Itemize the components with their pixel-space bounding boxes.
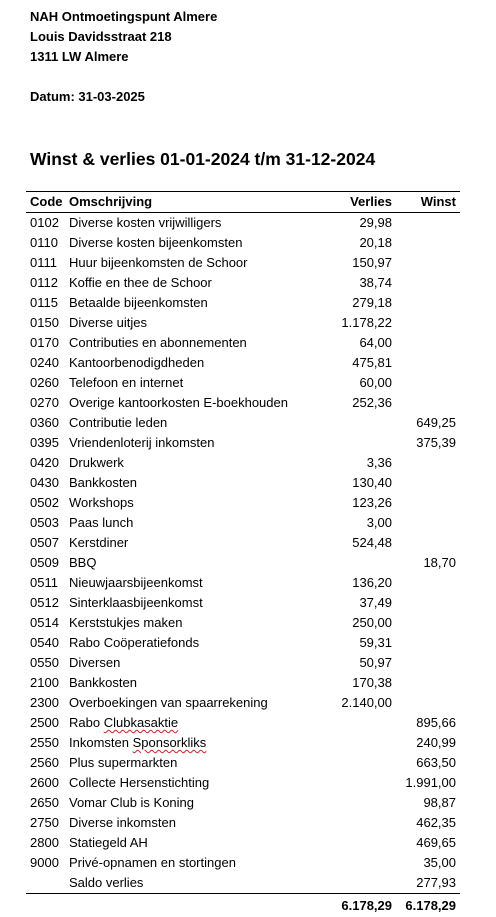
row-verlies: 252,36 bbox=[352, 395, 392, 410]
row-description: Diverse kosten vrijwilligers bbox=[69, 215, 222, 230]
row-description: Collecte Hersenstichting bbox=[69, 775, 210, 790]
total-verlies: 6.178,29 bbox=[341, 898, 392, 913]
table-row bbox=[26, 593, 460, 613]
table-row bbox=[26, 853, 460, 873]
table-body bbox=[26, 213, 460, 893]
row-description: Contributies en abonnementen bbox=[69, 335, 247, 350]
table-row bbox=[26, 293, 460, 313]
column-header-verlies: Verlies bbox=[350, 194, 392, 209]
row-code: 0511 bbox=[30, 575, 58, 590]
table-row bbox=[26, 633, 460, 653]
table-header-row bbox=[26, 192, 460, 212]
row-code: 0112 bbox=[30, 275, 58, 290]
row-code: 2560 bbox=[30, 755, 59, 770]
row-verlies: 279,18 bbox=[352, 295, 392, 310]
row-description: Diversen bbox=[69, 655, 121, 670]
row-code: 2550 bbox=[30, 735, 59, 750]
row-winst: 469,65 bbox=[416, 835, 456, 850]
row-code: 0115 bbox=[30, 295, 58, 310]
row-description: Statiegeld AH bbox=[69, 835, 148, 850]
row-description: Kantoorbenodigdheden bbox=[69, 355, 205, 370]
row-description: Sinterklaasbijeenkomst bbox=[69, 595, 203, 610]
company-street: Louis Davidsstraat 218 bbox=[30, 29, 172, 44]
row-verlies: 150,97 bbox=[352, 255, 392, 270]
table-row bbox=[26, 393, 460, 413]
row-description: Telefoon en internet bbox=[69, 375, 184, 390]
row-description: Huur bijeenkomsten de Schoor bbox=[69, 255, 248, 270]
table-row bbox=[26, 433, 460, 453]
spellcheck-flagged-word: Clubkasaktie bbox=[103, 715, 179, 730]
row-verlies: 136,20 bbox=[352, 575, 392, 590]
table-row bbox=[26, 613, 460, 633]
row-verlies: 475,81 bbox=[352, 355, 392, 370]
row-verlies: 250,00 bbox=[352, 615, 392, 630]
table-totals-row bbox=[26, 894, 460, 916]
row-code: 0502 bbox=[30, 495, 59, 510]
row-code: 0360 bbox=[30, 415, 59, 430]
table-row bbox=[26, 733, 460, 753]
row-code: 0260 bbox=[30, 375, 59, 390]
row-description: BBQ bbox=[69, 555, 97, 570]
row-description: Diverse inkomsten bbox=[69, 815, 176, 830]
total-winst: 6.178,29 bbox=[405, 898, 456, 913]
table-row bbox=[26, 473, 460, 493]
row-code: 0270 bbox=[30, 395, 59, 410]
row-description: Vomar Club is Koning bbox=[69, 795, 195, 810]
row-verlies: 2.140,00 bbox=[341, 695, 392, 710]
row-description: Kerststukjes maken bbox=[69, 615, 183, 630]
row-description bbox=[69, 713, 178, 733]
table-row bbox=[26, 833, 460, 853]
row-code: 2100 bbox=[30, 675, 59, 690]
row-verlies: 38,74 bbox=[359, 275, 392, 290]
row-winst: 649,25 bbox=[416, 415, 456, 430]
row-description: Contributie leden bbox=[69, 415, 168, 430]
row-code: 0550 bbox=[30, 655, 59, 670]
table-row bbox=[26, 753, 460, 773]
row-verlies: 3,00 bbox=[366, 515, 392, 530]
row-verlies: 37,49 bbox=[359, 595, 392, 610]
row-winst: 240,99 bbox=[416, 735, 456, 750]
row-verlies: 130,40 bbox=[352, 475, 392, 490]
row-code: 2750 bbox=[30, 815, 59, 830]
table-row bbox=[26, 213, 460, 233]
row-description: Privé-opnamen en stortingen bbox=[69, 855, 236, 870]
row-winst: 98,87 bbox=[423, 795, 456, 810]
row-description: Diverse kosten bijeenkomsten bbox=[69, 235, 243, 250]
row-code: 2300 bbox=[30, 695, 59, 710]
table-row bbox=[26, 773, 460, 793]
row-description-text: Inkomsten bbox=[69, 735, 133, 750]
column-header-winst: Winst bbox=[420, 194, 456, 209]
row-description: Kerstdiner bbox=[69, 535, 129, 550]
table-row bbox=[26, 453, 460, 473]
row-code: 0507 bbox=[30, 535, 59, 550]
row-code: 0170 bbox=[30, 335, 59, 350]
table-row bbox=[26, 713, 460, 733]
row-code: 0509 bbox=[30, 555, 59, 570]
table-row bbox=[26, 313, 460, 333]
table-row bbox=[26, 533, 460, 553]
column-header-description: Omschrijving bbox=[69, 194, 153, 209]
row-code: 2800 bbox=[30, 835, 59, 850]
table-row bbox=[26, 693, 460, 713]
table-row bbox=[26, 673, 460, 693]
row-description: Bankkosten bbox=[69, 675, 137, 690]
row-verlies: 524,48 bbox=[352, 535, 392, 550]
row-winst: 18,70 bbox=[423, 555, 456, 570]
row-code: 0150 bbox=[30, 315, 59, 330]
row-description: Nieuwjaarsbijeenkomst bbox=[69, 575, 203, 590]
table-row bbox=[26, 653, 460, 673]
table-row bbox=[26, 373, 460, 393]
row-code: 2600 bbox=[30, 775, 59, 790]
row-verlies: 29,98 bbox=[359, 215, 392, 230]
row-code: 0110 bbox=[30, 235, 58, 250]
row-description: Drukwerk bbox=[69, 455, 124, 470]
table-row bbox=[26, 793, 460, 813]
row-code: 0514 bbox=[30, 615, 59, 630]
row-description: Diverse uitjes bbox=[69, 315, 148, 330]
table-row bbox=[26, 253, 460, 273]
row-description: Overboekingen van spaarrekening bbox=[69, 695, 268, 710]
row-description: Overige kantoorkosten E-boekhouden bbox=[69, 395, 288, 410]
column-header-code: Code bbox=[30, 194, 63, 209]
row-code: 0102 bbox=[30, 215, 59, 230]
row-verlies: 50,97 bbox=[359, 655, 392, 670]
row-description bbox=[69, 733, 206, 753]
row-verlies: 20,18 bbox=[359, 235, 392, 250]
row-description: Rabo Coöperatiefonds bbox=[69, 635, 200, 650]
spellcheck-flagged-word: Sponsorkliks bbox=[132, 735, 207, 750]
row-verlies: 170,38 bbox=[352, 675, 392, 690]
row-description: Vriendenloterij inkomsten bbox=[69, 435, 215, 450]
row-code: 0512 bbox=[30, 595, 59, 610]
row-code: 0540 bbox=[30, 635, 59, 650]
row-code: 0111 bbox=[30, 255, 57, 270]
row-winst: 375,39 bbox=[416, 435, 456, 450]
row-winst: 1.991,00 bbox=[405, 775, 456, 790]
company-city: 1311 LW Almere bbox=[30, 49, 129, 64]
row-code: 0395 bbox=[30, 435, 59, 450]
row-code: 0240 bbox=[30, 355, 59, 370]
page-title: Winst & verlies 01-01-2024 t/m 31-12-2024 bbox=[30, 149, 376, 169]
row-code: 9000 bbox=[30, 855, 59, 870]
table-row bbox=[26, 553, 460, 573]
row-code: 0503 bbox=[30, 515, 59, 530]
row-winst: 35,00 bbox=[423, 855, 456, 870]
row-winst: 462,35 bbox=[416, 815, 456, 830]
row-code: 0420 bbox=[30, 455, 59, 470]
row-winst: 663,50 bbox=[416, 755, 456, 770]
row-description: Paas lunch bbox=[69, 515, 134, 530]
row-verlies: 64,00 bbox=[359, 335, 392, 350]
table-row bbox=[26, 493, 460, 513]
row-winst: 277,93 bbox=[416, 875, 456, 890]
row-description: Koffie en thee de Schoor bbox=[69, 275, 212, 290]
table-row bbox=[26, 273, 460, 293]
document-date: Datum: 31-03-2025 bbox=[30, 89, 145, 104]
profit-loss-table bbox=[26, 191, 460, 916]
row-description: Bankkosten bbox=[69, 475, 137, 490]
row-description-text: Rabo bbox=[69, 715, 104, 730]
table-row bbox=[26, 413, 460, 433]
company-address bbox=[30, 7, 217, 67]
table-row bbox=[26, 353, 460, 373]
table-row bbox=[26, 573, 460, 593]
table-row bbox=[26, 813, 460, 833]
row-verlies: 3,36 bbox=[366, 455, 392, 470]
row-description: Plus supermarkten bbox=[69, 755, 178, 770]
row-verlies: 1.178,22 bbox=[341, 315, 392, 330]
row-description: Saldo verlies bbox=[69, 875, 144, 890]
row-verlies: 123,26 bbox=[352, 495, 392, 510]
table-row bbox=[26, 513, 460, 533]
table-row-saldo bbox=[26, 873, 460, 893]
row-description: Betaalde bijeenkomsten bbox=[69, 295, 208, 310]
table-row bbox=[26, 333, 460, 353]
table-row bbox=[26, 233, 460, 253]
row-code: 2500 bbox=[30, 715, 59, 730]
row-verlies: 60,00 bbox=[359, 375, 392, 390]
row-winst: 895,66 bbox=[416, 715, 456, 730]
row-verlies: 59,31 bbox=[359, 635, 392, 650]
row-description: Workshops bbox=[69, 495, 134, 510]
company-name: NAH Ontmoetingspunt Almere bbox=[30, 9, 218, 24]
row-code: 2650 bbox=[30, 795, 59, 810]
row-code: 0430 bbox=[30, 475, 59, 490]
